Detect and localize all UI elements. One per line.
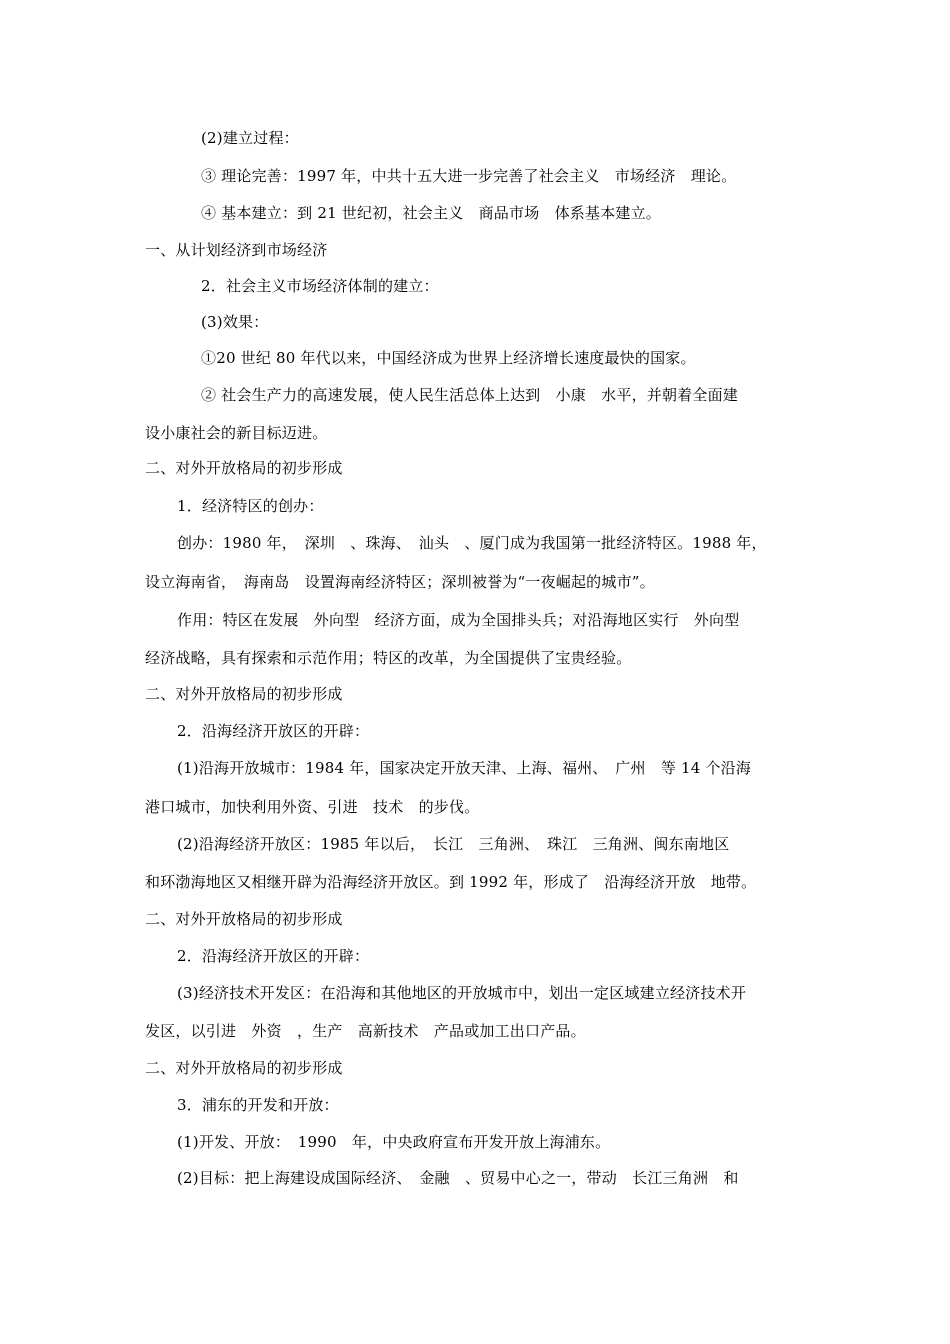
text-line: 作用：特区在发展 外向型 经济方面，成为全国排头兵；对沿海地区实行 外向型 xyxy=(177,611,740,629)
text-line: 经济战略，具有探索和示范作用；特区的改革，为全国提供了宝贵经验。 xyxy=(145,649,632,667)
section-heading: 二、对外开放格局的初步形成 xyxy=(145,459,343,477)
text-line: 发区，以引进 外资 ，生产 高新技术 产品或加工出口产品。 xyxy=(145,1022,586,1040)
text-line: (2)目标：把上海建设成国际经济、 金融 、贸易中心之一，带动 长江三角洲 和 xyxy=(177,1169,739,1187)
text-line: 港口城市，加快利用外资、引进 技术 的步伐。 xyxy=(145,798,480,816)
section-heading: 二、对外开放格局的初步形成 xyxy=(145,685,343,703)
text-line: (2)建立过程： xyxy=(201,129,299,147)
section-heading: 一、从计划经济到市场经济 xyxy=(145,241,328,259)
text-line: 设小康社会的新目标迈进。 xyxy=(145,424,328,442)
text-line: ④ 基本建立：到 21 世纪初，社会主义 商品市场 体系基本建立。 xyxy=(201,204,661,222)
text-line: (1)开发、开放： 1990 年，中央政府宣布开发开放上海浦东。 xyxy=(177,1133,611,1151)
text-line: ①20 世纪 80 年代以来，中国经济成为世界上经济增长速度最快的国家。 xyxy=(201,349,696,367)
subsection-heading: 2．沿海经济开放区的开辟： xyxy=(177,722,370,740)
subsection-heading: 1．经济特区的创办： xyxy=(177,497,324,515)
text-line: (3)经济技术开发区：在沿海和其他地区的开放城市中，划出一定区域建立经济技术开 xyxy=(177,984,747,1002)
text-line: 和环渤海地区又相继开辟为沿海经济开放区。到 1992 年，形成了 沿海经济开放 地带。 xyxy=(145,873,757,891)
text-line: 设立海南省， 海南岛 设置海南经济特区；深圳被誉为“一夜崛起的城市”。 xyxy=(145,573,655,591)
subsection-heading: 2．社会主义市场经济体制的建立： xyxy=(201,277,439,295)
subsection-heading: 2．沿海经济开放区的开辟： xyxy=(177,947,370,965)
text-line: (2)沿海经济开放区：1985 年以后， 长江 三角洲、 珠江 三角洲、闽东南地区 xyxy=(177,835,730,853)
section-heading: 二、对外开放格局的初步形成 xyxy=(145,1059,343,1077)
text-line: (1)沿海开放城市：1984 年，国家决定开放天津、上海、福州、 广州 等 14 个沿海 xyxy=(177,759,752,777)
text-line: (3)效果： xyxy=(201,313,269,331)
text-line: ② 社会生产力的高速发展，使人民生活总体上达到 小康 水平，并朝着全面建 xyxy=(201,386,738,404)
subsection-heading: 3．浦东的开发和开放： xyxy=(177,1096,339,1114)
text-line: ③ 理论完善：1997 年，中共十五大进一步完善了社会主义 市场经济 理论。 xyxy=(201,167,737,185)
section-heading: 二、对外开放格局的初步形成 xyxy=(145,910,343,928)
text-line: 创办：1980 年， 深圳 、珠海、 汕头 、厦门成为我国第一批经济特区。1988 年， xyxy=(177,534,767,552)
